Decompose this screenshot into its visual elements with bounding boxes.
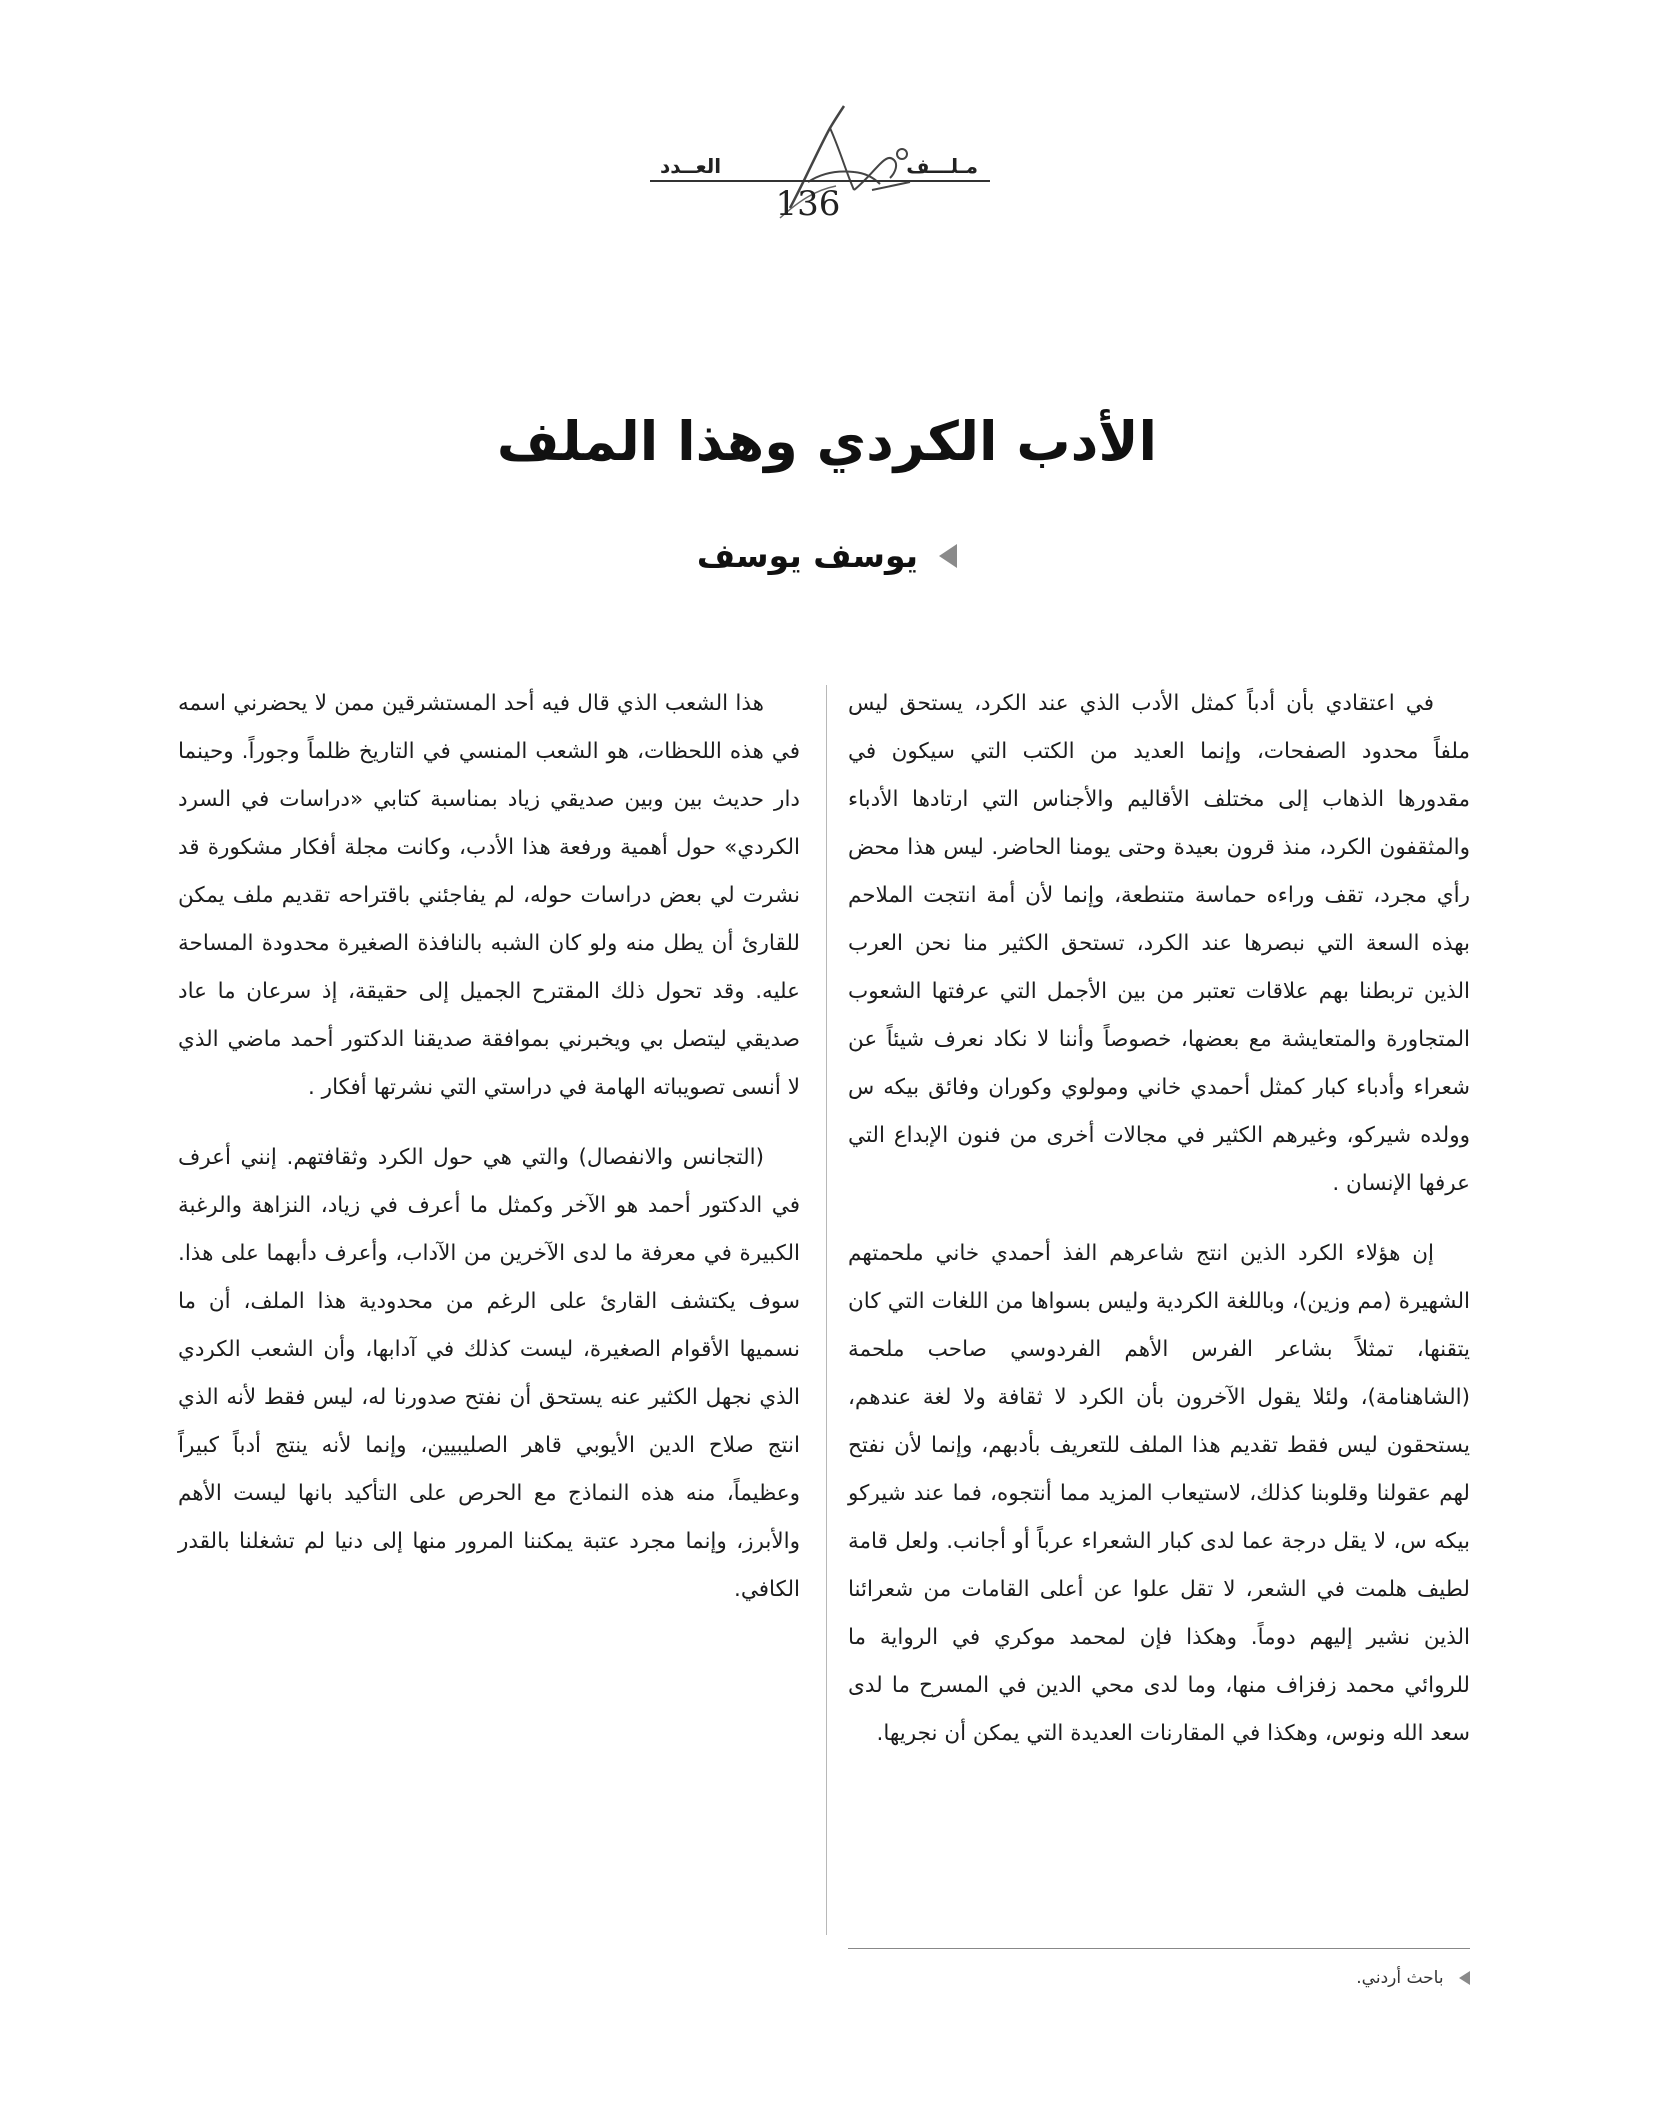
header-rule — [650, 180, 990, 182]
triangle-marker-icon — [939, 544, 957, 568]
triangle-marker-icon — [1459, 1971, 1470, 1985]
paragraph: إن هؤلاء الكرد الذين انتج شاعرهم الفذ أحمدي خاني ملحمتهم الشهيرة (مم وزين)، وباللغة الكردية وليس بسواها من اللغات التي كان يتقنها، تمثلاً بشاعر الفرس الأهم الفردوسي صاحب ملحمة (الشاهنامة)، ولئلا يقول الآخرون بأن الكرد لا ثقافة ولا لغة عندهم، يستحقون ليس فقط تقديم هذا الملف للتعريف بأدبهم، وإنما لأن نفتح لهم عقولنا وقلوبنا كذلك، لاستيعاب المزيد مما أنتجوه، فما عند شيركو بيكه س، لا يقل درجة عما لدى كبار الشعراء عرباً أو أجانب. ولعل قامة لطيف هلمت في الشعر، لا تقل علوا عن أعلى القامات من شعرائنا الذين نشير إليهم دوماً. وهكذا فإن لمحمد موكري في الرواية ما للروائي محمد زفزاف منها، وما لدى محي الدين في المسرح ما لدى سعد الله ونوس، وهكذا في المقارنات العديدة التي يمكن أن نجريها. — [848, 1241, 1470, 1746]
author-line — [0, 536, 1654, 575]
paragraph: هذا الشعب الذي قال فيه أحد المستشرقين ممن لا يحضرني اسمه في هذه اللحظات، هو الشعب المنسي في التاريخ ظلماً وجوراً. وحينما دار حديث بين وبين صديقي زياد بمناسبة كتابي «دراسات في السرد الكردي» حول أهمية ورفعة هذا الأدب، وكانت مجلة أفكار مشكورة قد نشرت لي بعض دراسات حوله، لم يفاجئني باقتراحه تقديم ملف يمكن للقارئ أن يطل منه ولو كان الشبه بالنافذة الصغيرة محدودة المساحة عليه. وقد تحول ذلك المقترح الجميل إلى حقيقة، إذ سرعان ما عاد صديقي ليتصل بي ويخبرني بموافقة صديقنا الدكتور أحمد ماضي الذي لا أنسى تصويباته الهامة في دراستي التي نشرتها أفكار . — [178, 691, 800, 1100]
section-label: مـلـــف — [906, 154, 978, 178]
issue-label: العــدد — [660, 154, 722, 178]
page-header — [640, 90, 1000, 240]
body-column-right — [848, 680, 1470, 1780]
article-title: الأدب الكردي وهذا الملف — [496, 410, 1158, 473]
footnote-rule — [848, 1948, 1470, 1949]
page-number: 136 — [775, 184, 841, 224]
author-name: يوسف يوسف — [696, 536, 919, 575]
footnote-text: باحث أردني. — [1356, 1968, 1444, 1988]
column-divider — [826, 685, 827, 1935]
paragraph: (التجانس والانفصال) والتي هي حول الكرد وثقافتهم. إنني أعرف في الدكتور أحمد هو الآخر وكمثل ما أعرف في زياد، النزاهة والرغبة الكبيرة في معرفة ما لدى الآخرين من الآداب، وأعرف دأبهما على هذا. سوف يكتشف القارئ على الرغم من محدودية هذا الملف، أن ما نسميها الأقوام الصغيرة، ليست كذلك في آدابها، وأن الشعب الكردي الذي نجهل الكثير عنه يستحق أن نفتح صدورنا له، ليس فقط لأنه الذي انتج صلاح الدين الأيوبي قاهر الصليبيين، وإنما لأنه ينتج أدباً كبيراً وعظيماً، منه هذه النماذج مع الحرص على التأكيد بانها ليست الأهم والأبرز، وإنما مجرد عتبة يمكننا المرور منها إلى دنيا لم تشغلنا بالقدر الكافي. — [178, 1145, 800, 1602]
paragraph: في اعتقادي بأن أدباً كمثل الأدب الذي عند الكرد، يستحق ليس ملفاً محدود الصفحات، وإنما العديد من الكتب التي سيكون في مقدورها الذهاب إلى مختلف الأقاليم والأجناس التي ارتادها الأدباء والمثقفون الكرد، منذ قرون بعيدة وحتى يومنا الحاضر. ليس هذا محض رأي مجرد، تقف وراءه حماسة متنطعة، وإنما لأن أمة انتجت الملاحم بهذه السعة التي نبصرها عند الكرد، تستحق الكثير منا نحن العرب الذين تربطنا بهم علاقات تعتبر من بين الأجمل التي عرفتها الشعوب المتجاورة والمتعايشة مع بعضها، خصوصاً وأننا لا نكاد نعرف شيئاً عن شعراء وأدباء كبار كمثل أحمدي خاني ومولوي وكوران وفائق بيكه س وولده شيركو، وغيرهم الكثير في مجالات أخرى من فنون الإبداع التي عرفها الإنسان . — [848, 691, 1470, 1196]
footnote — [848, 1968, 1470, 1988]
body-column-left — [178, 680, 800, 1636]
